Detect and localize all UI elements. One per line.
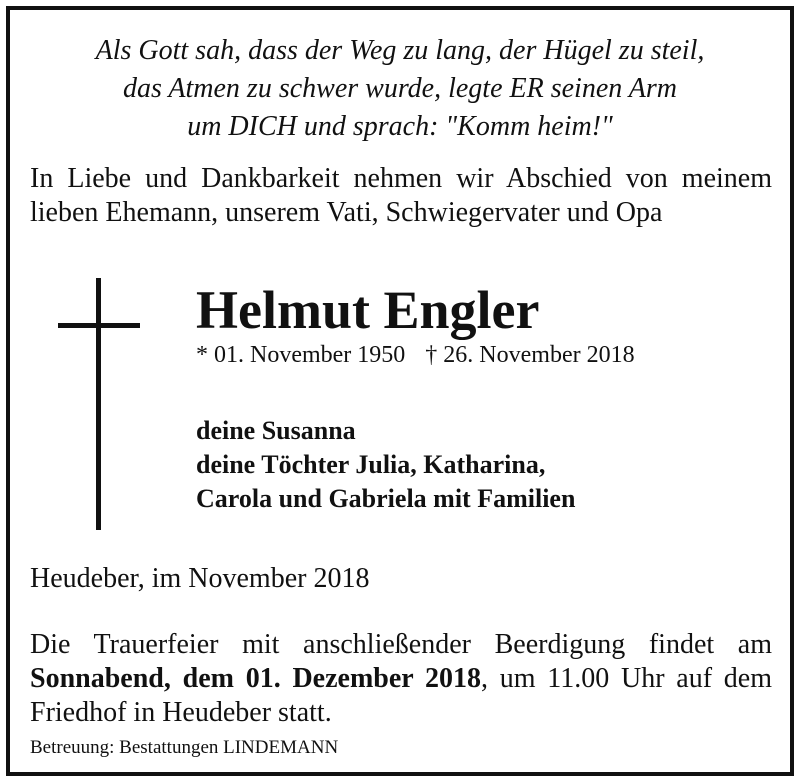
family-signature	[196, 414, 575, 516]
poem-line: um DICH und sprach: "Komm heim!"	[187, 111, 613, 142]
family-line: Carola und Gabriela mit Familien	[196, 484, 576, 513]
place-date: Heudeber, im November 2018	[30, 563, 370, 594]
funeral-text-before: Die Trauerfeier mit anschließender Beerdigung findet am	[30, 629, 772, 660]
funeral-home-credit: Betreuung: Bestattungen LINDEMANN	[30, 737, 339, 758]
poem	[0, 32, 800, 146]
poem-line: Als Gott sah, dass der Weg zu lang, der Hügel zu steil,	[95, 35, 705, 66]
deceased-name: Helmut Engler	[196, 280, 540, 340]
cross-horizontal-bar	[58, 323, 140, 328]
family-line: deine Töchter Julia, Katharina,	[196, 450, 546, 479]
family-line: deine Susanna	[196, 416, 356, 445]
funeral-notice	[30, 628, 772, 730]
life-dates	[196, 340, 635, 370]
intro-text: In Liebe und Dankbarkeit nehmen wir Abschied von meinem lieben Ehemann, unserem Vati, Schwiegervater und Opa	[30, 163, 772, 228]
death-date: † 26. November 2018	[425, 342, 635, 368]
cross-vertical-bar	[96, 278, 101, 530]
birth-date: * 01. November 1950	[196, 342, 406, 368]
poem-line: das Atmen zu schwer wurde, legte ER seinen Arm	[123, 73, 677, 104]
funeral-date: Sonnabend, dem 01. Dezember 2018	[30, 663, 481, 694]
funeral-text-after: , um 11.00 Uhr auf dem Friedhof in Heudeber statt.	[30, 663, 772, 728]
